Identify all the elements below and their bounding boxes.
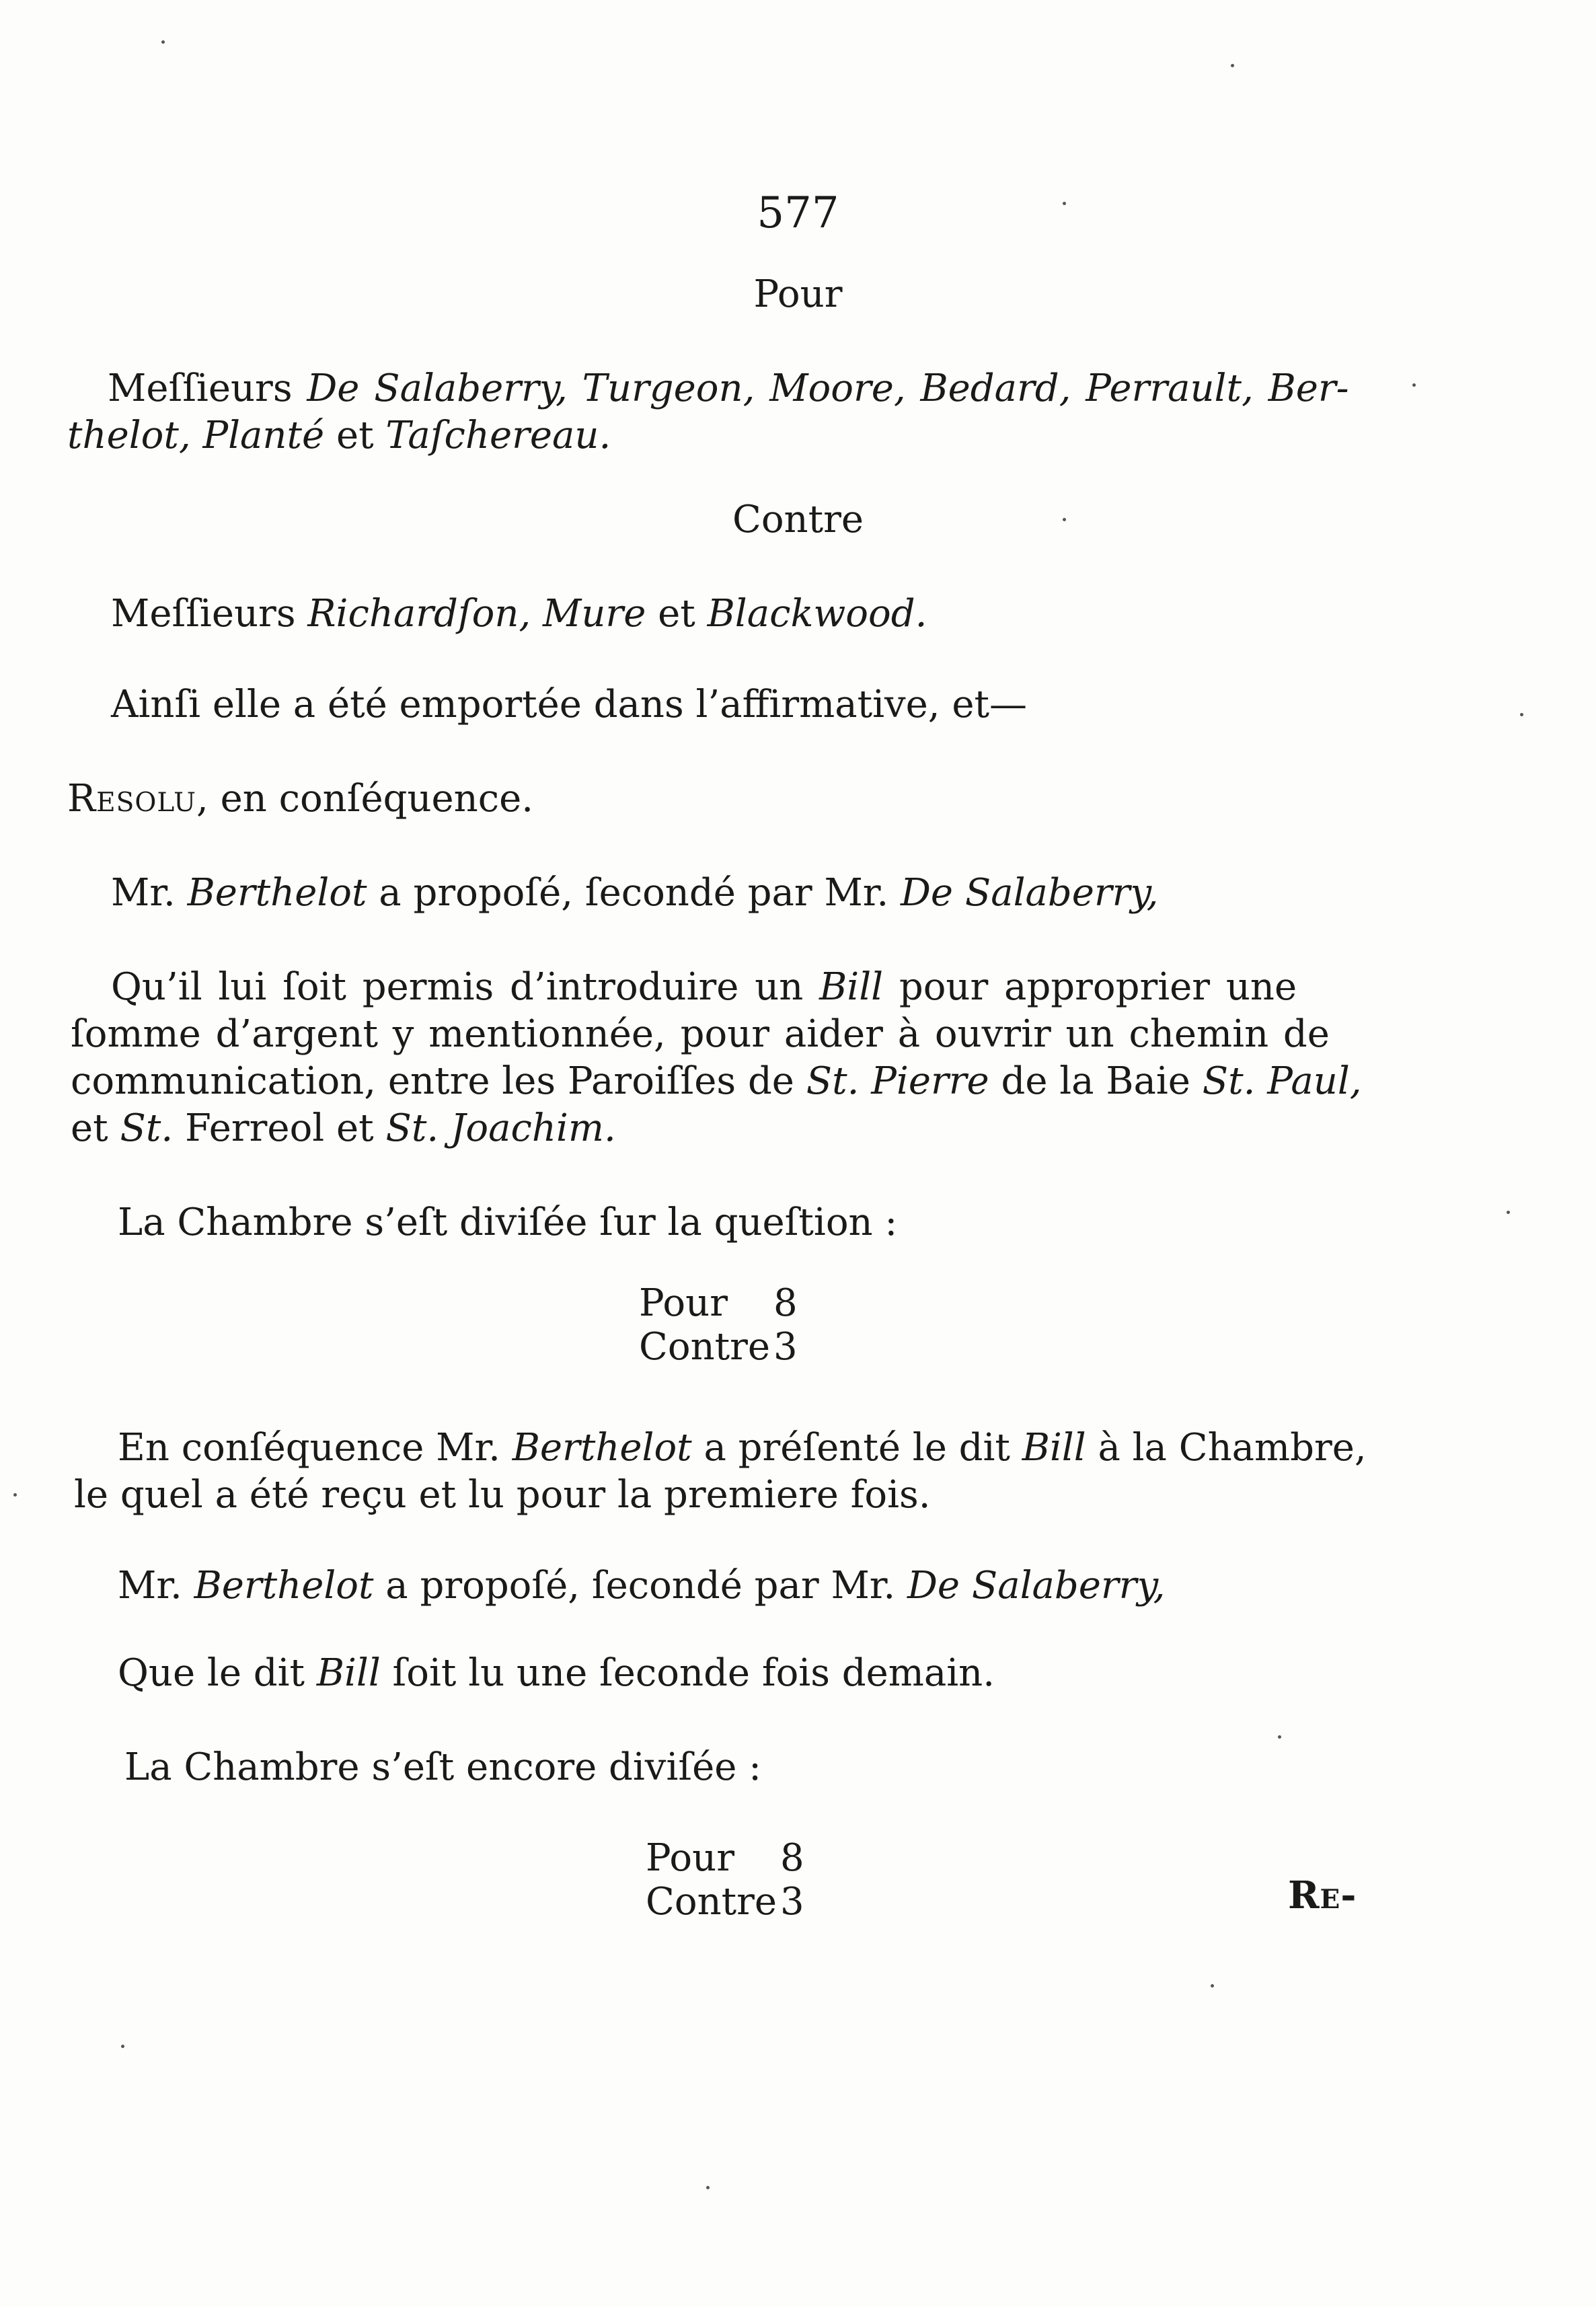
scan-speck: [1507, 1211, 1510, 1214]
member-name: Ber-: [1268, 367, 1349, 410]
resolu-word: Resolu: [67, 777, 196, 821]
heading-contre: Contre: [732, 498, 864, 541]
conjunction: et: [336, 414, 374, 457]
vote-label: Pour: [646, 1836, 734, 1880]
member-name: Blackwood.: [707, 592, 927, 636]
bill-para-line-4: [71, 1106, 616, 1150]
para-text: de la Baie: [1001, 1059, 1190, 1103]
scan-speck: [161, 40, 165, 44]
presented-line-1: [118, 1426, 1367, 1470]
mover-name: Berthelot: [512, 1426, 692, 1470]
motion-line-1: [111, 871, 1159, 915]
parish-name: St. Pierre: [806, 1059, 989, 1103]
vote-label: Pour: [639, 1281, 728, 1325]
bill-word: Bill: [316, 1651, 381, 1695]
bill-word: Bill: [1022, 1426, 1086, 1470]
scan-speck: [1063, 518, 1066, 521]
vote-label: Contre: [646, 1880, 777, 1924]
vote-contre-1: [639, 1325, 798, 1369]
member-name: thelot,: [67, 414, 191, 457]
vote-contre-2: [646, 1880, 804, 1924]
para-text: a préſenté le dit: [704, 1426, 1010, 1470]
scan-speck: [706, 2186, 710, 2189]
parish-name: St.: [120, 1106, 174, 1150]
scan-speck: [1520, 713, 1523, 716]
messieurs-label: Meſſieurs: [108, 367, 293, 410]
para-text: communication, entre les Paroiſſes de: [71, 1059, 794, 1103]
vote-pour-2: [646, 1836, 804, 1880]
member-name: Richardſon,: [307, 592, 531, 636]
scan-speck: [1278, 1735, 1281, 1739]
member-name: Turgeon,: [582, 367, 755, 410]
conjunction: et: [658, 592, 695, 636]
resolu-line: [67, 777, 534, 821]
scan-speck: [1231, 64, 1234, 67]
bill-para-line-1: [111, 965, 1297, 1009]
scan-speck: [13, 1493, 17, 1497]
page-number: 577: [757, 188, 839, 238]
pour-list-line-2: [67, 414, 611, 457]
division-line-1: La Chambre s’eſt diviſée ſur la queſtion :: [118, 1201, 898, 1244]
scan-speck: [1063, 202, 1066, 205]
para-text: En conſéquence Mr.: [118, 1426, 500, 1470]
division-line-2: La Chambre s’eſt encore diviſée :: [124, 1745, 762, 1789]
mover-name: Berthelot: [187, 871, 367, 915]
seconder-name: De Salaberry,: [901, 871, 1159, 915]
member-name: Bedard,: [920, 367, 1071, 410]
para-text: Que le dit: [118, 1651, 305, 1695]
para-text: Qu’il lui ſoit permis d’introduire un: [111, 965, 804, 1009]
parish-name: St. Paul,: [1202, 1059, 1362, 1103]
heading-pour: Pour: [753, 272, 843, 316]
resolu-rest: , en conſéquence.: [196, 777, 534, 821]
contre-list: [111, 592, 927, 636]
member-name: Planté: [202, 414, 325, 457]
bill-word: Bill: [819, 965, 884, 1009]
para-text: ſoit lu une ſeconde fois demain.: [392, 1651, 995, 1695]
vote-count: 8: [773, 1281, 798, 1325]
para-text: et: [336, 1106, 374, 1150]
vote-count: 3: [773, 1325, 798, 1369]
motion-text: a propoſé, ſecondé par Mr.: [379, 871, 889, 915]
vote-count: 3: [780, 1880, 804, 1924]
vote-label: Contre: [639, 1325, 771, 1369]
member-name: De Salaberry,: [307, 367, 568, 410]
second-reading-line: [118, 1651, 995, 1695]
catchword: Re-: [1288, 1873, 1357, 1918]
affirmative-line: Ainſi elle a été emportée dans l’affirmative, et—: [111, 683, 1028, 726]
parish-name: Ferreol: [184, 1106, 325, 1150]
mover-name: Berthelot: [194, 1564, 374, 1608]
vote-count: 8: [780, 1836, 804, 1880]
seconder-name: De Salaberry,: [907, 1564, 1166, 1608]
motion-text: Mr.: [111, 871, 176, 915]
motion-text: a propoſé, ſecondé par Mr.: [385, 1564, 896, 1608]
para-text: à la Chambre,: [1098, 1426, 1367, 1470]
scan-speck: [1412, 383, 1416, 387]
scan-speck: [121, 2045, 124, 2048]
member-name: Mure: [543, 592, 646, 636]
vote-pour-1: [639, 1281, 798, 1325]
motion-text: Mr.: [118, 1564, 182, 1608]
presented-line-2: le quel a été reçu et lu pour la premiere fois.: [74, 1473, 931, 1517]
member-name: Perrault,: [1086, 367, 1254, 410]
bill-para-line-2: ſomme d’argent y mentionnée, pour aider à ouvrir un chemin de: [71, 1012, 1330, 1056]
pour-list-line-1: [108, 367, 1349, 410]
para-text: pour approprier une: [899, 965, 1297, 1009]
para-text: et: [71, 1106, 108, 1150]
motion-line-2: [118, 1564, 1166, 1608]
bill-para-line-3: [71, 1059, 1362, 1103]
scan-speck: [1211, 1984, 1214, 1988]
parish-name: St. Joachim.: [385, 1106, 616, 1150]
member-name: Moore,: [769, 367, 906, 410]
member-name: Taſchereau.: [385, 414, 611, 457]
messieurs-label: Meſſieurs: [111, 592, 296, 636]
